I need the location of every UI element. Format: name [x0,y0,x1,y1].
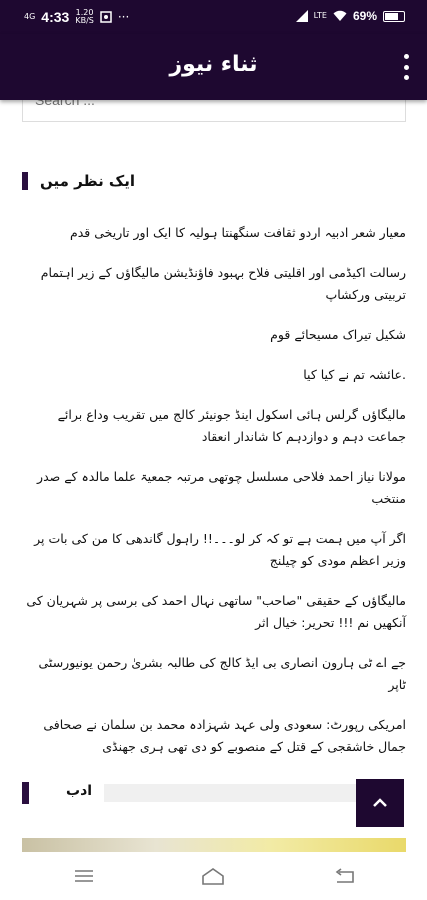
status-right [296,9,405,23]
search-box[interactable] [22,100,406,122]
widget-title: ایک نظر میں [40,172,136,190]
more-notifications: ··· [117,10,130,24]
lte-badge: LTE [313,11,327,20]
status-bar [0,0,427,34]
data-speed-unit: KB/S [75,16,94,25]
news-link[interactable]: مالیگاؤں گرلس ہائی اسکول اینڈ جونیئر کالج میں تقریب وداع برائے جماعت دہم و دوازدہم کا شاندار انعقاد [57,407,406,444]
status-left [24,9,129,25]
adab-title: ادب [66,783,93,799]
wifi-icon [333,10,347,22]
news-link[interactable]: مولانا نیاز احمد فلاحی مسلسل چوتھی مرتبہ جمعیۃ علما مالدہ کے صدر منتخب [37,469,406,506]
nav-menu-button[interactable] [64,862,104,890]
news-list [22,222,406,776]
system-nav-bar [0,852,427,900]
data-speed [75,9,94,25]
adab-accent-bar [22,782,29,804]
news-link[interactable]: شکیل تیراک مسیحائے قوم [270,327,406,342]
home-icon [201,867,225,885]
nav-home-button[interactable] [193,862,233,890]
news-link[interactable]: معیار شعر ادبیہ اردو ثقافت سنگھنتا ہولیہ کا ایک اور تاریخی قدم [70,225,406,240]
news-link[interactable]: اگر آپ میں ہمت ہے تو کہ کر لو۔۔۔!! راہول گاندھی کا من کی بات پر وزیر اعظم مودی کو چیلنج [34,531,406,568]
news-link[interactable]: جے اے ٹی ہارون انصاری بی ایڈ کالج کی طالبہ بشریٰ رحمن یونیورسٹی ٹاپر [38,655,406,692]
news-link[interactable]: امریکی رپورٹ: سعودی ولی عہد شہزادہ محمد بن سلمان نے صحافی جمال خاشقجی کے قتل کے منصوبے کو دی تھی ہری جھنڈی [43,717,406,754]
app-title: ثناء نیوز [169,52,258,77]
status-time: 4:33 [41,9,70,25]
gallery-icon [100,11,112,23]
news-link[interactable]: رسالت اکیڈمی اور اقلیتی فلاح بہبود فاؤنڈیشن مالیگاؤں کے زیر اہتمام تربیتی ورکشاپ [40,265,406,302]
signal-icon [296,10,308,22]
app-bar [0,34,427,100]
chevron-up-icon [372,798,388,808]
widget-heading-row [22,172,142,190]
widget-accent-bar [22,172,28,190]
battery-percent: 69% [352,9,377,23]
adab-section-heading [22,780,406,806]
data-speed-value: 1.20 [75,8,94,17]
news-link[interactable]: .عائشہ تم نے کیا کیا [303,367,406,382]
nav-back-button[interactable] [324,862,364,890]
scroll-top-button[interactable] [356,779,404,827]
adab-divider [104,784,394,802]
battery-icon [383,11,405,22]
more-vert-icon[interactable] [401,54,411,80]
news-link[interactable]: مالیگاؤں کے حقیقی "صاحب" ساتھی نہال احمد کی برسی پر شہریان کی آنکھیں نم !!! تحریر: خیال اثر [26,593,406,630]
menu-icon [74,869,94,883]
network-badge: 4G [24,12,36,21]
back-icon [333,868,355,884]
